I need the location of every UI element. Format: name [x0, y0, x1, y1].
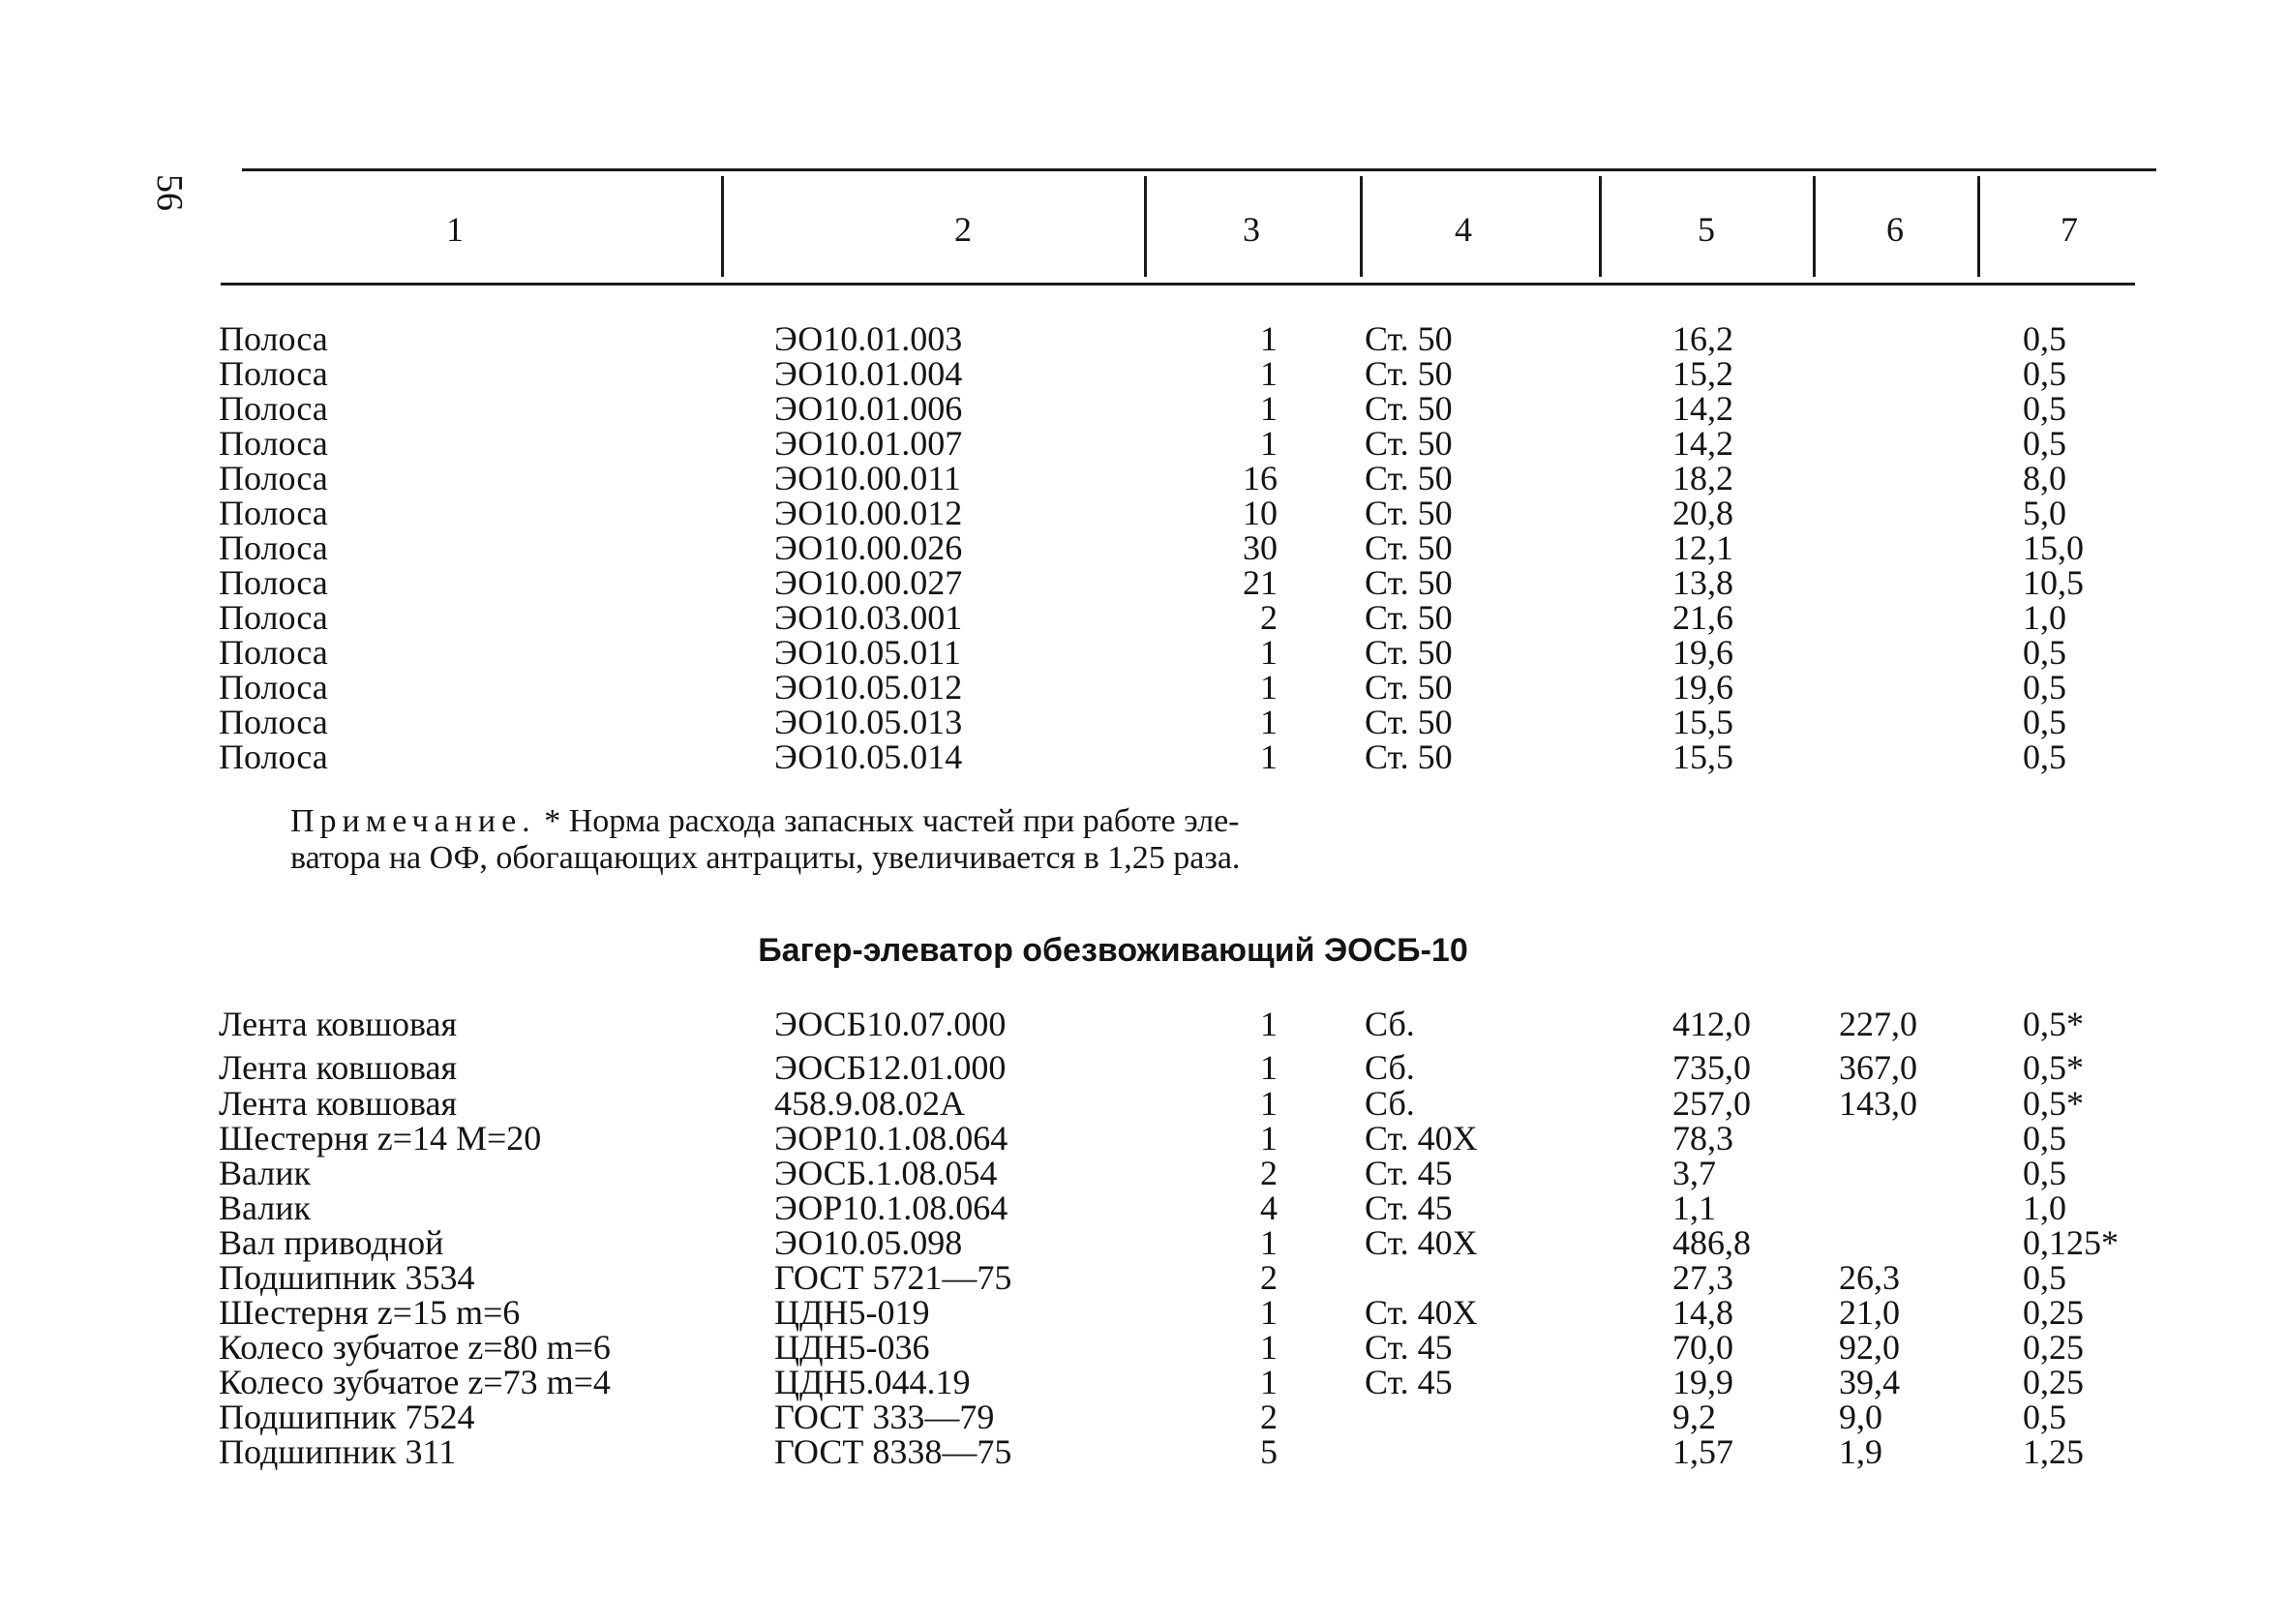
- part-designation: ЭО10.01.006: [774, 389, 963, 428]
- part-quantity: 21: [1243, 563, 1278, 602]
- part-name: Колесо зубчатое z=73 m=4: [219, 1363, 611, 1401]
- part-mass: 486,8: [1672, 1223, 1751, 1262]
- table-row: [0, 1225, 2287, 1260]
- part-norm: 0,5: [2023, 668, 2066, 707]
- part-column-6: [1839, 1121, 2013, 1156]
- part-material: Ст. 50: [1365, 389, 1453, 428]
- part-material: Сб.: [1365, 1005, 1415, 1043]
- part-quantity: 1: [1260, 1119, 1278, 1158]
- part-designation: ГОСТ 333—79: [774, 1398, 995, 1436]
- footnote-lead: Примечание.: [290, 803, 536, 839]
- part-norm: 0,5*: [2023, 1005, 2084, 1043]
- table-row: [0, 1007, 2287, 1041]
- part-norm: 0,5: [2023, 703, 2066, 741]
- part-material: Ст. 40Х: [1365, 1119, 1478, 1158]
- part-quantity: 5: [1260, 1432, 1278, 1471]
- part-designation: ЭО10.05.012: [774, 668, 963, 707]
- column-divider: [1144, 176, 1147, 277]
- part-mass: 15,2: [1672, 354, 1733, 393]
- column-divider: [1360, 176, 1363, 277]
- part-column-6: [1839, 565, 2013, 600]
- part-mass: 19,6: [1672, 633, 1733, 672]
- part-norm: 10,5: [2023, 563, 2084, 602]
- table-row: [0, 635, 2287, 670]
- part-quantity: 1: [1260, 319, 1278, 358]
- table-row: [0, 1050, 2287, 1085]
- part-mass: 70,0: [1672, 1328, 1733, 1367]
- section-title: Багер-элеватор обезвоживающий ЭОСБ-10: [758, 932, 1468, 969]
- part-quantity: 2: [1260, 1398, 1278, 1436]
- footnote-line-1: [290, 803, 1549, 840]
- part-name: Полоса: [219, 737, 328, 776]
- part-material: Ст. 50: [1365, 424, 1453, 463]
- part-material: Ст. 50: [1365, 598, 1453, 637]
- table-row: [0, 705, 2287, 739]
- part-name: Валик: [219, 1154, 312, 1192]
- part-column-6: [1839, 600, 2013, 635]
- part-name: Полоса: [219, 703, 328, 741]
- part-name: Шестерня z=15 m=6: [219, 1293, 521, 1332]
- part-column-6: [1839, 739, 2013, 774]
- part-mass: 3,7: [1672, 1154, 1716, 1192]
- part-quantity: 1: [1260, 633, 1278, 672]
- part-material: Ст. 45: [1365, 1363, 1453, 1401]
- part-material: Ст. 50: [1365, 354, 1453, 393]
- part-norm: 0,25: [2023, 1328, 2084, 1367]
- part-column-6: [1839, 321, 2013, 356]
- part-column-6: [1839, 1225, 2013, 1260]
- part-column-6: [1839, 356, 2013, 391]
- part-quantity: 1: [1260, 354, 1278, 393]
- part-norm: 0,5: [2023, 1154, 2066, 1192]
- part-name: Лента ковшовая: [219, 1084, 458, 1123]
- part-mass: 19,6: [1672, 668, 1733, 707]
- part-material: Ст. 50: [1365, 703, 1453, 741]
- column-header: 4: [1455, 210, 1472, 249]
- part-mass: 20,8: [1672, 494, 1733, 532]
- part-mass: 12,1: [1672, 528, 1733, 567]
- table-row: [0, 391, 2287, 426]
- table-row: [0, 1121, 2287, 1156]
- part-column-6: [1839, 461, 2013, 496]
- footnote: [290, 803, 1549, 877]
- part-name: Шестерня z=14 M=20: [219, 1119, 542, 1158]
- table-row: [0, 1156, 2287, 1190]
- part-material: Ст. 40Х: [1365, 1293, 1478, 1332]
- part-mass: 9,2: [1672, 1398, 1716, 1436]
- table-row: [0, 1365, 2287, 1399]
- part-column-6: 9,0: [1839, 1398, 1882, 1436]
- part-designation: ЭО10.01.003: [774, 319, 963, 358]
- part-designation: ЭО10.00.011: [774, 459, 961, 497]
- part-column-6: [1839, 1190, 2013, 1225]
- table-row: [0, 496, 2287, 530]
- part-designation: ГОСТ 5721—75: [774, 1258, 1012, 1297]
- part-designation: ГОСТ 8338—75: [774, 1432, 1012, 1471]
- part-quantity: 2: [1260, 598, 1278, 637]
- part-norm: 0,5*: [2023, 1084, 2084, 1123]
- part-designation: ЭО10.01.004: [774, 354, 963, 393]
- part-quantity: 1: [1260, 1005, 1278, 1043]
- part-column-6: 227,0: [1839, 1005, 1917, 1043]
- part-column-6: [1839, 426, 2013, 461]
- part-norm: 0,5: [2023, 389, 2066, 428]
- part-designation: ЭО10.03.001: [774, 598, 963, 637]
- part-designation: ЦДН5.044.19: [774, 1363, 971, 1401]
- part-mass: 14,2: [1672, 424, 1733, 463]
- part-column-6: 26,3: [1839, 1258, 1900, 1297]
- part-material: Ст. 50: [1365, 319, 1453, 358]
- part-name: Полоса: [219, 354, 328, 393]
- footnote-text-1: * Норма расхода запасных частей при работе эле-: [535, 803, 1240, 839]
- part-mass: 27,3: [1672, 1258, 1733, 1297]
- part-material: Ст. 50: [1365, 737, 1453, 776]
- part-norm: 1,0: [2023, 1188, 2066, 1227]
- part-designation: ЭО10.00.026: [774, 528, 963, 567]
- part-material: [1365, 1399, 1607, 1434]
- table-row: [0, 565, 2287, 600]
- part-designation: ЭОР10.1.08.064: [774, 1188, 1008, 1227]
- part-norm: 0,25: [2023, 1293, 2084, 1332]
- part-quantity: 16: [1243, 459, 1278, 497]
- part-name: Полоса: [219, 319, 328, 358]
- part-name: Полоса: [219, 563, 328, 602]
- table-row: [0, 739, 2287, 774]
- table-row: [0, 461, 2287, 496]
- table-top-rule: [242, 168, 2156, 171]
- part-material: Ст. 50: [1365, 528, 1453, 567]
- part-column-6: 367,0: [1839, 1048, 1917, 1087]
- part-name: Полоса: [219, 598, 328, 637]
- part-name: Подшипник 311: [219, 1432, 457, 1471]
- part-column-6: [1839, 530, 2013, 565]
- column-header: 6: [1886, 210, 1904, 249]
- part-quantity: 1: [1260, 1293, 1278, 1332]
- part-column-6: 1,9: [1839, 1432, 1882, 1471]
- part-material: Сб.: [1365, 1084, 1415, 1123]
- column-divider: [1599, 176, 1602, 277]
- part-norm: 0,5*: [2023, 1048, 2084, 1087]
- part-mass: 1,1: [1672, 1188, 1716, 1227]
- part-designation: ЭО10.05.098: [774, 1223, 963, 1262]
- table-row: [0, 1086, 2287, 1121]
- part-norm: 15,0: [2023, 528, 2084, 567]
- part-name: Полоса: [219, 528, 328, 567]
- part-mass: 19,9: [1672, 1363, 1733, 1401]
- part-quantity: 1: [1260, 1223, 1278, 1262]
- part-designation: ЭО10.05.014: [774, 737, 963, 776]
- part-column-6: [1839, 635, 2013, 670]
- part-designation: ЭОР10.1.08.064: [774, 1119, 1008, 1158]
- part-name: Полоса: [219, 389, 328, 428]
- part-name: Вал приводной: [219, 1223, 444, 1262]
- part-quantity: 1: [1260, 1363, 1278, 1401]
- part-designation: ЭО10.05.013: [774, 703, 963, 741]
- part-quantity: 30: [1243, 528, 1278, 567]
- table-row: [0, 1260, 2287, 1295]
- part-norm: 0,5: [2023, 633, 2066, 672]
- part-norm: 0,25: [2023, 1363, 2084, 1401]
- part-mass: 78,3: [1672, 1119, 1733, 1158]
- part-norm: 0,5: [2023, 737, 2066, 776]
- part-quantity: 1: [1260, 703, 1278, 741]
- column-header: 3: [1243, 210, 1260, 249]
- part-quantity: 1: [1260, 389, 1278, 428]
- part-mass: 13,8: [1672, 563, 1733, 602]
- part-material: Ст. 45: [1365, 1154, 1453, 1192]
- part-designation: ЭО10.00.012: [774, 494, 963, 532]
- part-quantity: 1: [1260, 1084, 1278, 1123]
- part-norm: 1,0: [2023, 598, 2066, 637]
- column-header: 7: [2061, 210, 2078, 249]
- part-mass: 1,57: [1672, 1432, 1733, 1471]
- part-column-6: [1839, 670, 2013, 705]
- part-mass: 257,0: [1672, 1084, 1751, 1123]
- part-column-6: [1839, 705, 2013, 739]
- column-header: 1: [446, 210, 464, 249]
- part-mass: 21,6: [1672, 598, 1733, 637]
- table-row: [0, 600, 2287, 635]
- part-name: Подшипник 3534: [219, 1258, 475, 1297]
- column-header: 5: [1698, 210, 1715, 249]
- part-material: Ст. 50: [1365, 668, 1453, 707]
- part-mass: 15,5: [1672, 703, 1733, 741]
- table-header-bottom-rule: [221, 283, 2135, 286]
- table-row: [0, 426, 2287, 461]
- part-designation: ЭОСБ12.01.000: [774, 1048, 1007, 1087]
- footnote-line-2: ватора на ОФ, обогащающих антрациты, увеличивается в 1,25 раза.: [290, 840, 1241, 876]
- part-quantity: 1: [1260, 668, 1278, 707]
- part-norm: 0,5: [2023, 1258, 2066, 1297]
- part-mass: 735,0: [1672, 1048, 1751, 1087]
- part-column-6: [1839, 391, 2013, 426]
- part-designation: ЦДН5-036: [774, 1328, 930, 1367]
- part-mass: 18,2: [1672, 459, 1733, 497]
- part-material: Ст. 50: [1365, 459, 1453, 497]
- part-norm: 0,5: [2023, 354, 2066, 393]
- table-row: [0, 1434, 2287, 1469]
- table-row: [0, 530, 2287, 565]
- table-row: [0, 1295, 2287, 1330]
- part-quantity: 4: [1260, 1188, 1278, 1227]
- part-norm: 5,0: [2023, 494, 2066, 532]
- part-norm: 8,0: [2023, 459, 2066, 497]
- part-material: Ст. 50: [1365, 494, 1453, 532]
- part-mass: 14,2: [1672, 389, 1733, 428]
- part-norm: 0,5: [2023, 1398, 2066, 1436]
- part-material: Ст. 45: [1365, 1188, 1453, 1227]
- part-material: [1365, 1260, 1607, 1295]
- part-material: Ст. 50: [1365, 633, 1453, 672]
- part-quantity: 1: [1260, 1328, 1278, 1367]
- table-row: [0, 321, 2287, 356]
- part-name: Полоса: [219, 459, 328, 497]
- page-number: 56: [149, 174, 190, 211]
- part-quantity: 2: [1260, 1154, 1278, 1192]
- part-norm: 0,5: [2023, 319, 2066, 358]
- part-mass: 14,8: [1672, 1293, 1733, 1332]
- part-material: Ст. 50: [1365, 563, 1453, 602]
- part-name: Полоса: [219, 424, 328, 463]
- part-column-6: [1839, 1156, 2013, 1190]
- part-designation: ЭО10.01.007: [774, 424, 963, 463]
- part-name: Подшипник 7524: [219, 1398, 475, 1436]
- part-column-6: 21,0: [1839, 1293, 1900, 1332]
- part-material: Сб.: [1365, 1048, 1415, 1087]
- part-mass: 16,2: [1672, 319, 1733, 358]
- part-designation: ЭОСБ.1.08.054: [774, 1154, 998, 1192]
- part-material: [1365, 1434, 1607, 1469]
- table-row: [0, 1330, 2287, 1365]
- part-quantity: 2: [1260, 1258, 1278, 1297]
- part-quantity: 10: [1243, 494, 1278, 532]
- part-norm: 0,5: [2023, 1119, 2066, 1158]
- column-header: 2: [954, 210, 972, 249]
- part-designation: ЭОСБ10.07.000: [774, 1005, 1007, 1043]
- part-quantity: 1: [1260, 737, 1278, 776]
- part-quantity: 1: [1260, 1048, 1278, 1087]
- column-divider: [1977, 176, 1980, 277]
- part-designation: 458.9.08.02А: [774, 1084, 965, 1123]
- part-name: Полоса: [219, 494, 328, 532]
- part-column-6: [1839, 496, 2013, 530]
- part-designation: ЭО10.05.011: [774, 633, 961, 672]
- part-quantity: 1: [1260, 424, 1278, 463]
- table-row: [0, 1190, 2287, 1225]
- table-row: [0, 1399, 2287, 1434]
- part-mass: 412,0: [1672, 1005, 1751, 1043]
- part-material: Ст. 40Х: [1365, 1223, 1478, 1262]
- part-mass: 15,5: [1672, 737, 1733, 776]
- part-material: Ст. 45: [1365, 1328, 1453, 1367]
- part-norm: 0,125*: [2023, 1223, 2119, 1262]
- part-name: Валик: [219, 1188, 312, 1227]
- part-name: Лента ковшовая: [219, 1005, 458, 1043]
- part-norm: 1,25: [2023, 1432, 2084, 1471]
- table-row: [0, 356, 2287, 391]
- part-designation: ЦДН5-019: [774, 1293, 930, 1332]
- column-divider: [721, 176, 724, 277]
- part-name: Колесо зубчатое z=80 m=6: [219, 1328, 611, 1367]
- part-norm: 0,5: [2023, 424, 2066, 463]
- part-name: Полоса: [219, 633, 328, 672]
- part-name: Полоса: [219, 668, 328, 707]
- column-divider: [1813, 176, 1816, 277]
- part-column-6: 92,0: [1839, 1328, 1900, 1367]
- part-designation: ЭО10.00.027: [774, 563, 963, 602]
- table-row: [0, 670, 2287, 705]
- part-column-6: 39,4: [1839, 1363, 1900, 1401]
- part-name: Лента ковшовая: [219, 1048, 458, 1087]
- part-column-6: 143,0: [1839, 1084, 1917, 1123]
